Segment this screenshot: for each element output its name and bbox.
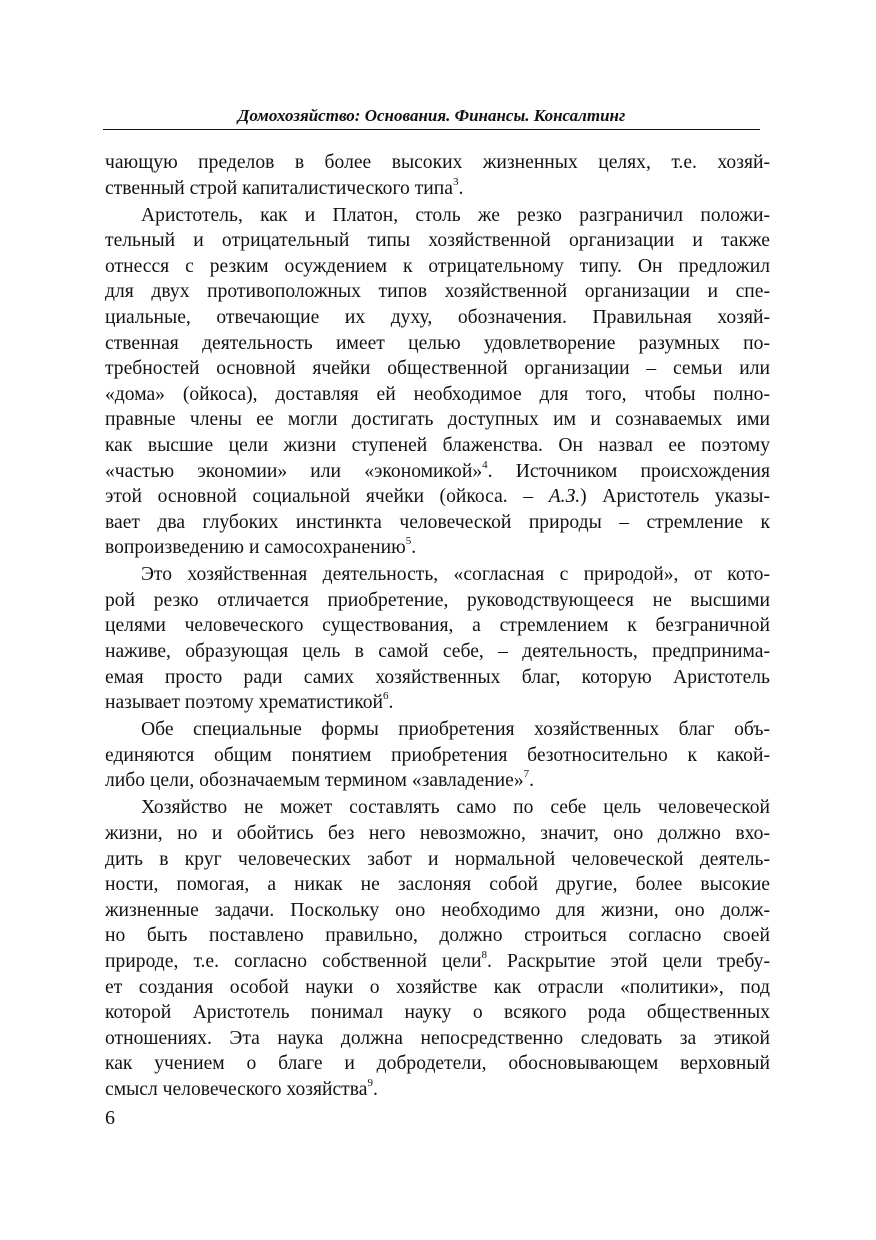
text-segment: Обе специальные формы приобретения хозяйственных благ объ- [141, 719, 770, 741]
text-line [105, 382, 770, 408]
text-line [105, 821, 770, 847]
text-line [105, 898, 770, 924]
text-segment: отнесся с резким осуждением к отрицательному типу. Он предложил [105, 255, 770, 277]
text-segment: . [388, 692, 394, 714]
text-line [105, 613, 770, 639]
text-segment: смысл человеческого хозяйства [105, 1078, 368, 1100]
text-segment: рой резко отличается приобретение, руководствующееся не высшими [105, 589, 770, 611]
text-segment: . [411, 537, 417, 559]
text-line [105, 510, 770, 536]
text-line [105, 535, 770, 561]
text-line [105, 562, 770, 588]
text-segment: природе, т.е. согласно собственной цели [105, 950, 482, 972]
text-line [105, 717, 770, 743]
text-line [105, 203, 770, 229]
text-line [105, 588, 770, 614]
text-segment: «дома» (ойкоса), доставляя ей необходимое для того, чтобы полно- [105, 383, 770, 405]
text-line [105, 1026, 770, 1052]
text-segment: дить в круг человеческих забот и нормальной человеческой деятель- [105, 848, 770, 870]
text-segment: Аристотель, как и Платон, столь же резко разграничил положи- [141, 204, 770, 226]
text-segment: ности, помогая, а никак не заслоняя собой другие, более высокие [105, 874, 770, 896]
text-line [105, 407, 770, 433]
text-segment: ) Аристотель указы- [580, 486, 770, 508]
text-segment: . [529, 770, 535, 792]
text-segment: либо цели, обозначаемым термином «завладение» [105, 770, 524, 792]
text-line [105, 795, 770, 821]
text-segment: правные члены ее могли достигать доступных им и сознаваемых ими [105, 409, 770, 431]
text-segment: циальные, отвечающие их духу, обозначения. Правильная хозяй- [105, 306, 770, 328]
text-segment: ет создания особой науки о хозяйстве как отрасли «политики», под [105, 976, 770, 998]
text-segment: которой Аристотель понимал науку о всякого рода общественных [105, 1002, 770, 1024]
text-line [105, 768, 770, 794]
text-segment: называет поэтому хрематистикой [105, 692, 384, 714]
text-segment: наживе, образующая цель в самой себе, – деятельность, предпринима- [105, 641, 770, 663]
text-segment: ственная деятельность имеет целью удовлетворение разумных по- [105, 332, 770, 354]
text-line [105, 279, 770, 305]
text-segment: вопроизведению и самосохранению [105, 537, 406, 559]
text-segment: единяются общим понятием приобретения безотносительно к какой- [105, 744, 770, 766]
text-line [105, 228, 770, 254]
footnote-ref: 4 [482, 458, 488, 471]
text-line [105, 1077, 770, 1103]
text-line [105, 1000, 770, 1026]
text-segment: жизни, но и обойтись без него невозможно, значит, оно должно вхо- [105, 823, 770, 844]
text-line [105, 254, 770, 280]
text-segment: «частью экономии» или «экономикой» [105, 460, 483, 482]
text-line [105, 433, 770, 459]
text-segment: отношениях. Эта наука должна непосредственно следовать за этикой [105, 1027, 770, 1049]
text-segment: этой основной социальной ячейки (ойкоса. – [105, 486, 549, 508]
text-segment: требностей основной ячейки общественной организации – семьи или [105, 358, 770, 380]
text-segment: . [372, 1078, 378, 1100]
text-line [105, 331, 770, 357]
text-line [105, 459, 770, 485]
text-line [105, 639, 770, 665]
text-line [105, 356, 770, 382]
footnote-ref: 5 [405, 535, 412, 548]
text-segment: вает два глубоких инстинкта человеческой природы – стремление к [105, 511, 770, 533]
footnote-ref: 9 [367, 1076, 373, 1089]
text-segment: чающую пределов в более высоких жизненных целях, т.е. хозяй- [105, 152, 770, 173]
initials: А.З. [548, 486, 581, 508]
page-number: 6 [105, 1107, 115, 1129]
text-line [105, 872, 770, 898]
text-line [105, 305, 770, 331]
text-segment: . Раскрытие этой цели требу- [487, 950, 770, 972]
header-rule [103, 129, 760, 130]
text-segment: для двух противоположных типов хозяйственной организации и спе- [105, 281, 770, 303]
text-segment: . [458, 177, 464, 199]
text-segment: но быть поставлено правильно, должно строиться согласно своей [105, 925, 770, 947]
paragraph [105, 150, 770, 201]
text-line [105, 150, 770, 176]
text-line [105, 847, 770, 873]
text-line [105, 923, 770, 949]
text-segment: емая просто ради самих хозяйственных благ, которую Аристотель [105, 666, 770, 688]
text-line [105, 743, 770, 769]
footnote-ref: 7 [523, 768, 530, 781]
text-segment: жизненные задачи. Поскольку оно необходимо для жизни, оно долж- [105, 899, 770, 921]
text-line [105, 975, 770, 1001]
text-line [105, 690, 770, 716]
text-segment: ственный строй капиталистического типа [105, 177, 453, 199]
body-text [105, 150, 770, 1104]
footnote-ref: 8 [481, 948, 487, 961]
text-segment: целями человеческого существования, а стремлением к безграничной [105, 615, 770, 637]
text-segment: Это хозяйственная деятельность, «согласная с природой», от кото- [141, 564, 770, 586]
footnote-ref: 6 [383, 690, 389, 703]
paragraph [105, 203, 770, 561]
text-line [105, 949, 770, 975]
footnote-ref: 3 [452, 175, 459, 188]
text-segment: тельный и отрицательный типы хозяйственной организации и также [105, 230, 770, 252]
text-line [105, 484, 770, 510]
text-segment: как учением о благе и добродетели, обосновывающем верховный [105, 1053, 770, 1075]
text-segment: как высшие цели жизни ступеней блаженства. Он назвал ее поэтому [105, 434, 770, 456]
text-segment: . Источником происхождения [487, 460, 770, 482]
text-line [105, 176, 770, 202]
text-segment: Хозяйство не может составлять само по себе цель человеческой [141, 797, 770, 819]
paragraph [105, 562, 770, 716]
paragraph [105, 795, 770, 1102]
paragraph [105, 717, 770, 794]
text-line [105, 665, 770, 691]
running-header: Домохозяйство: Основания. Финансы. Консалтинг [237, 106, 626, 125]
text-line [105, 1051, 770, 1077]
